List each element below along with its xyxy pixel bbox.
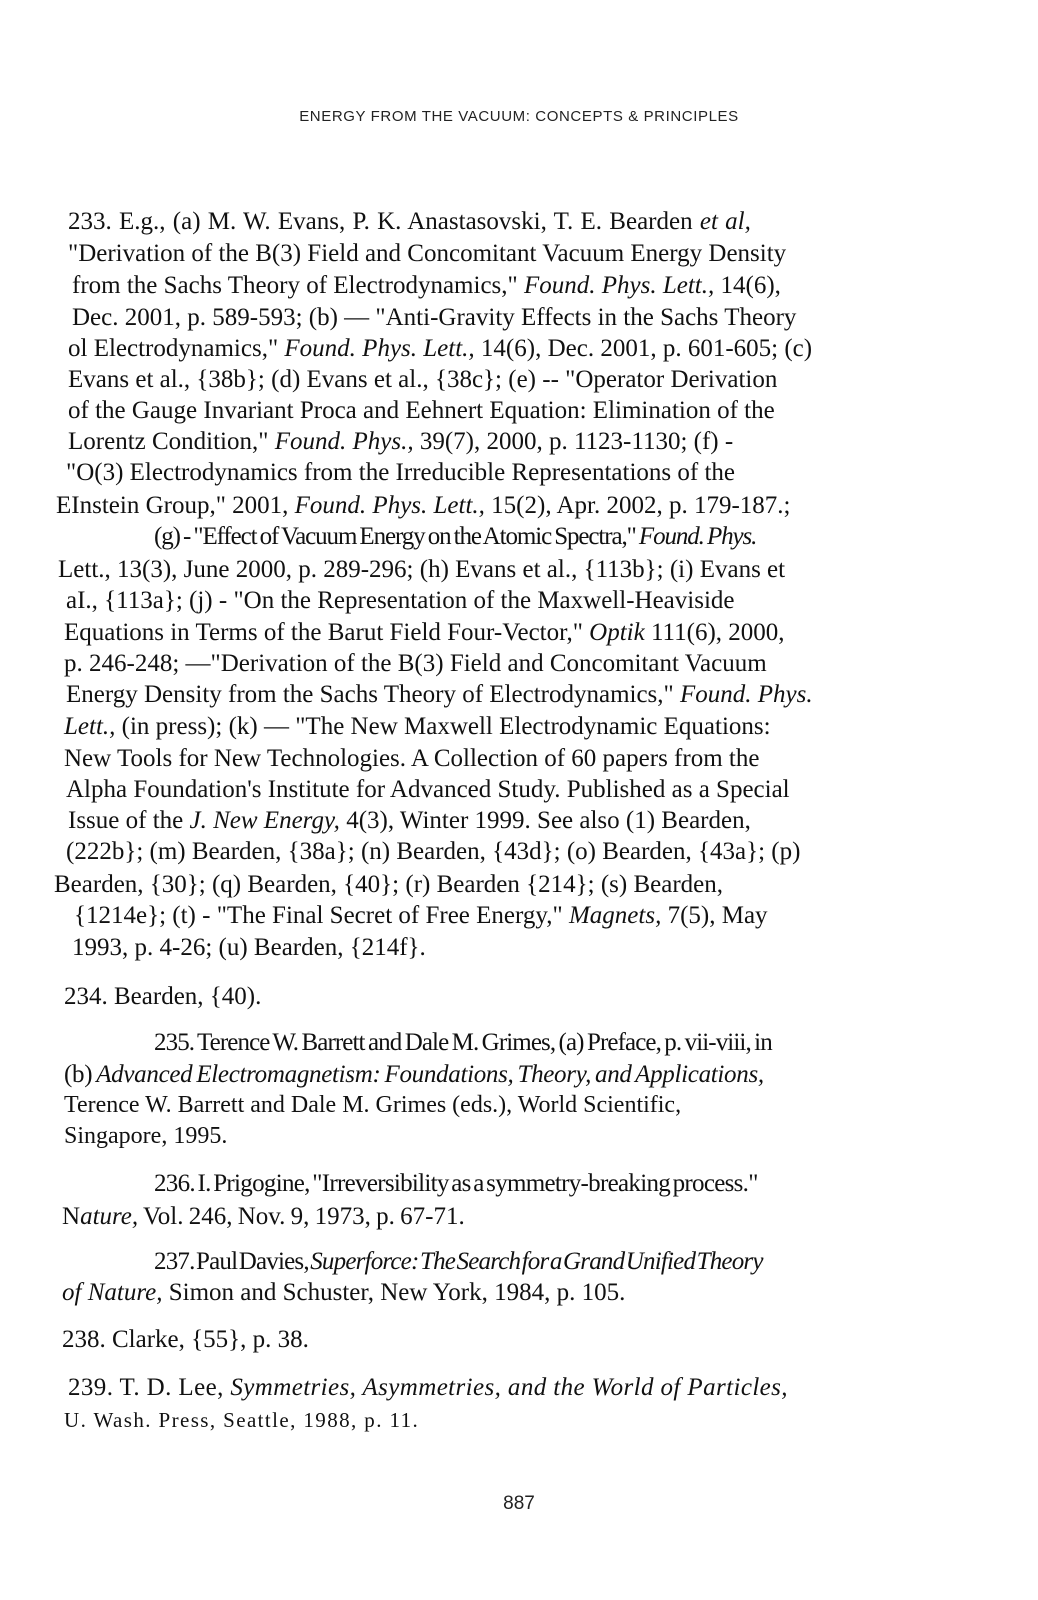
ref-line xyxy=(64,1123,227,1150)
text-run: from the Sachs Theory of Electrodynamics," xyxy=(72,272,524,299)
italic-text: Superforce: The Search for a Grand Unified Theory xyxy=(310,1248,763,1275)
text-run: Singapore, 1995. xyxy=(64,1123,228,1149)
text-run: aI., {113a}; (j) - "On the Representation of the Maxwell-Heaviside xyxy=(66,587,735,614)
text-run: {1214e}; (t) - "The Final Secret of Free Energy," xyxy=(74,902,569,929)
italic-text: ature, xyxy=(80,1203,139,1230)
ref-line xyxy=(72,934,426,962)
ref-line xyxy=(154,1029,772,1057)
ref-line xyxy=(64,650,767,678)
ref-line xyxy=(66,681,813,709)
text-run: 239. T. D. Lee, xyxy=(68,1374,231,1401)
italic-text: et al, xyxy=(699,208,751,235)
ref-line xyxy=(58,556,785,584)
ref-line xyxy=(154,1170,758,1198)
text-run: of the Gauge Invariant Proca and Eehnert Equation: Elimination of the xyxy=(68,397,775,424)
text-run: (in press); (k) — "The New Maxwell Electrodynamic Equations: xyxy=(115,713,771,740)
ref-line xyxy=(74,902,768,930)
text-run: N xyxy=(62,1203,81,1230)
text-run: ol Electrodynamics," xyxy=(68,335,285,362)
text-run: New Tools for New Technologies. A Collection of 60 papers from the xyxy=(64,745,760,772)
text-run: Dec. 2001, p. 589-593; (b) — "Anti-Gravity Effects in the Sachs Theory xyxy=(72,304,797,331)
ref-line xyxy=(64,713,771,741)
ref-line xyxy=(64,983,261,1011)
italic-text: Found. Phys. Lett., xyxy=(523,272,715,299)
ref-line xyxy=(64,745,759,773)
ref-line xyxy=(68,1374,788,1402)
ref-line xyxy=(68,807,751,835)
text-run: "Derivation of the B(3) Field and Concomitant Vacuum Energy Density xyxy=(68,240,787,267)
text-run: "O(3) Electrodynamics from the Irreducible Representations of the xyxy=(66,459,735,486)
text-run: U. Wash. Press, Seattle, 1988, p. 11. xyxy=(64,1408,420,1432)
italic-text: Magnets, xyxy=(568,902,662,929)
ref-line xyxy=(68,428,733,456)
text-run: 237. Paul Davies, xyxy=(154,1248,311,1275)
text-run: 7(5), May xyxy=(661,902,768,929)
italic-text: Found. Phys. xyxy=(680,681,813,708)
ref-line xyxy=(64,1092,681,1119)
text-run: Lett., 13(3), June 2000, p. 289-296; (h) Evans et al., {113b}; (i) Evans et xyxy=(58,556,786,583)
text-run: Bearden, {30}; (q) Bearden, {40}; (r) Bearden {214}; (s) Bearden, xyxy=(54,871,723,898)
text-run: (222b}; (m) Bearden, {38a}; (n) Bearden, {43d}; (o) Bearden, {43a}; (p) xyxy=(66,838,801,865)
text-run: p. 246-248; —"Derivation of the B(3) Field and Concomitant Vacuum xyxy=(64,650,767,677)
ref-line xyxy=(66,838,800,866)
ref-line xyxy=(68,335,812,363)
italic-text: of Nature, xyxy=(62,1279,163,1306)
text-run: 14(6), Dec. 2001, p. 601-605; (c) xyxy=(474,335,813,362)
text-run: (b) xyxy=(64,1061,97,1088)
italic-text: Found. Phys., xyxy=(274,428,414,455)
text-run: Terence W. Barrett and Dale M. Grimes (eds.), World Scientific, xyxy=(64,1092,682,1118)
text-run: Issue of the xyxy=(68,807,190,834)
text-run: EInstein Group," 2001, xyxy=(56,492,295,519)
ref-line xyxy=(54,871,723,899)
ref-line xyxy=(72,272,781,300)
text-run: Simon and Schuster, New York, 1984, p. 105. xyxy=(162,1279,626,1306)
ref-line xyxy=(64,619,785,647)
ref-line xyxy=(68,240,786,268)
text-run: Energy Density from the Sachs Theory of Electrodynamics," xyxy=(66,681,680,708)
ref-line xyxy=(66,459,735,487)
text-run: 4(3), Winter 1999. See also (1) Bearden, xyxy=(339,807,751,834)
ref-line xyxy=(68,397,775,425)
ref-line xyxy=(68,208,751,236)
text-run: Lorentz Condition," xyxy=(68,428,275,455)
text-run: Alpha Foundation's Institute for Advanced Study. Published as a Special xyxy=(66,776,790,803)
ref-line xyxy=(56,492,790,520)
italic-text: Lett., xyxy=(64,713,116,740)
ref-line xyxy=(72,304,796,332)
ref-line xyxy=(62,1326,309,1354)
text-run: 236. I. Prigogine, "Irreversibility as a symmetry-breaking process." xyxy=(154,1170,758,1197)
text-run: (g) - "Effect of Vacuum Energy on the Atomic Spectra," xyxy=(154,523,639,550)
text-run: 111(6), 2000, xyxy=(644,619,785,646)
running-header: ENERGY FROM THE VACUUM: CONCEPTS & PRINCIPLES xyxy=(299,108,739,125)
page-number: 887 xyxy=(503,1493,535,1514)
ref-line xyxy=(66,776,790,804)
ref-line xyxy=(154,1248,763,1276)
italic-text: Found. Phys. Lett., xyxy=(284,335,475,362)
italic-text: Optik xyxy=(589,619,645,646)
text-run: 235. Terence W. Barrett and Dale M. Grimes, (a) Preface, p. vii-viii, in xyxy=(154,1029,772,1056)
ref-line xyxy=(154,523,756,551)
text-run: Equations in Terms of the Barut Field Four-Vector," xyxy=(64,619,590,646)
text-run: 1993, p. 4-26; (u) Bearden, {214f}. xyxy=(72,934,426,961)
text-run: Vol. 246, Nov. 9, 1973, p. 67-71. xyxy=(138,1203,465,1230)
italic-text: Found. Phys. xyxy=(638,523,757,550)
italic-text: Advanced Electromagnetism: Foundations, Theory, and Applications, xyxy=(96,1061,764,1088)
text-run: 234. Bearden, {40). xyxy=(64,983,262,1010)
ref-line xyxy=(62,1279,625,1307)
text-run: 238. Clarke, {55}, p. 38. xyxy=(62,1326,309,1353)
text-run: 39(7), 2000, p. 1123-1130; (f) - xyxy=(413,428,734,455)
text-run: 15(2), Apr. 2002, p. 179-187.; xyxy=(484,492,791,519)
text-run: 14(6), xyxy=(714,272,781,299)
text-run: 233. E.g., (a) M. W. Evans, P. K. Anastasovski, T. E. Bearden xyxy=(68,208,700,235)
ref-line xyxy=(64,1061,764,1089)
italic-text: J. New Energy, xyxy=(189,807,340,834)
ref-line xyxy=(62,1203,465,1231)
text-run: Evans et al., {38b}; (d) Evans et al., {38c}; (e) -- "Operator Derivation xyxy=(68,366,778,393)
ref-line xyxy=(66,587,734,615)
ref-line xyxy=(68,366,777,394)
italic-text: Found. Phys. Lett., xyxy=(294,492,485,519)
ref-line xyxy=(64,1408,419,1433)
italic-text: Symmetries, Asymmetries, and the World of Particles, xyxy=(230,1374,788,1401)
